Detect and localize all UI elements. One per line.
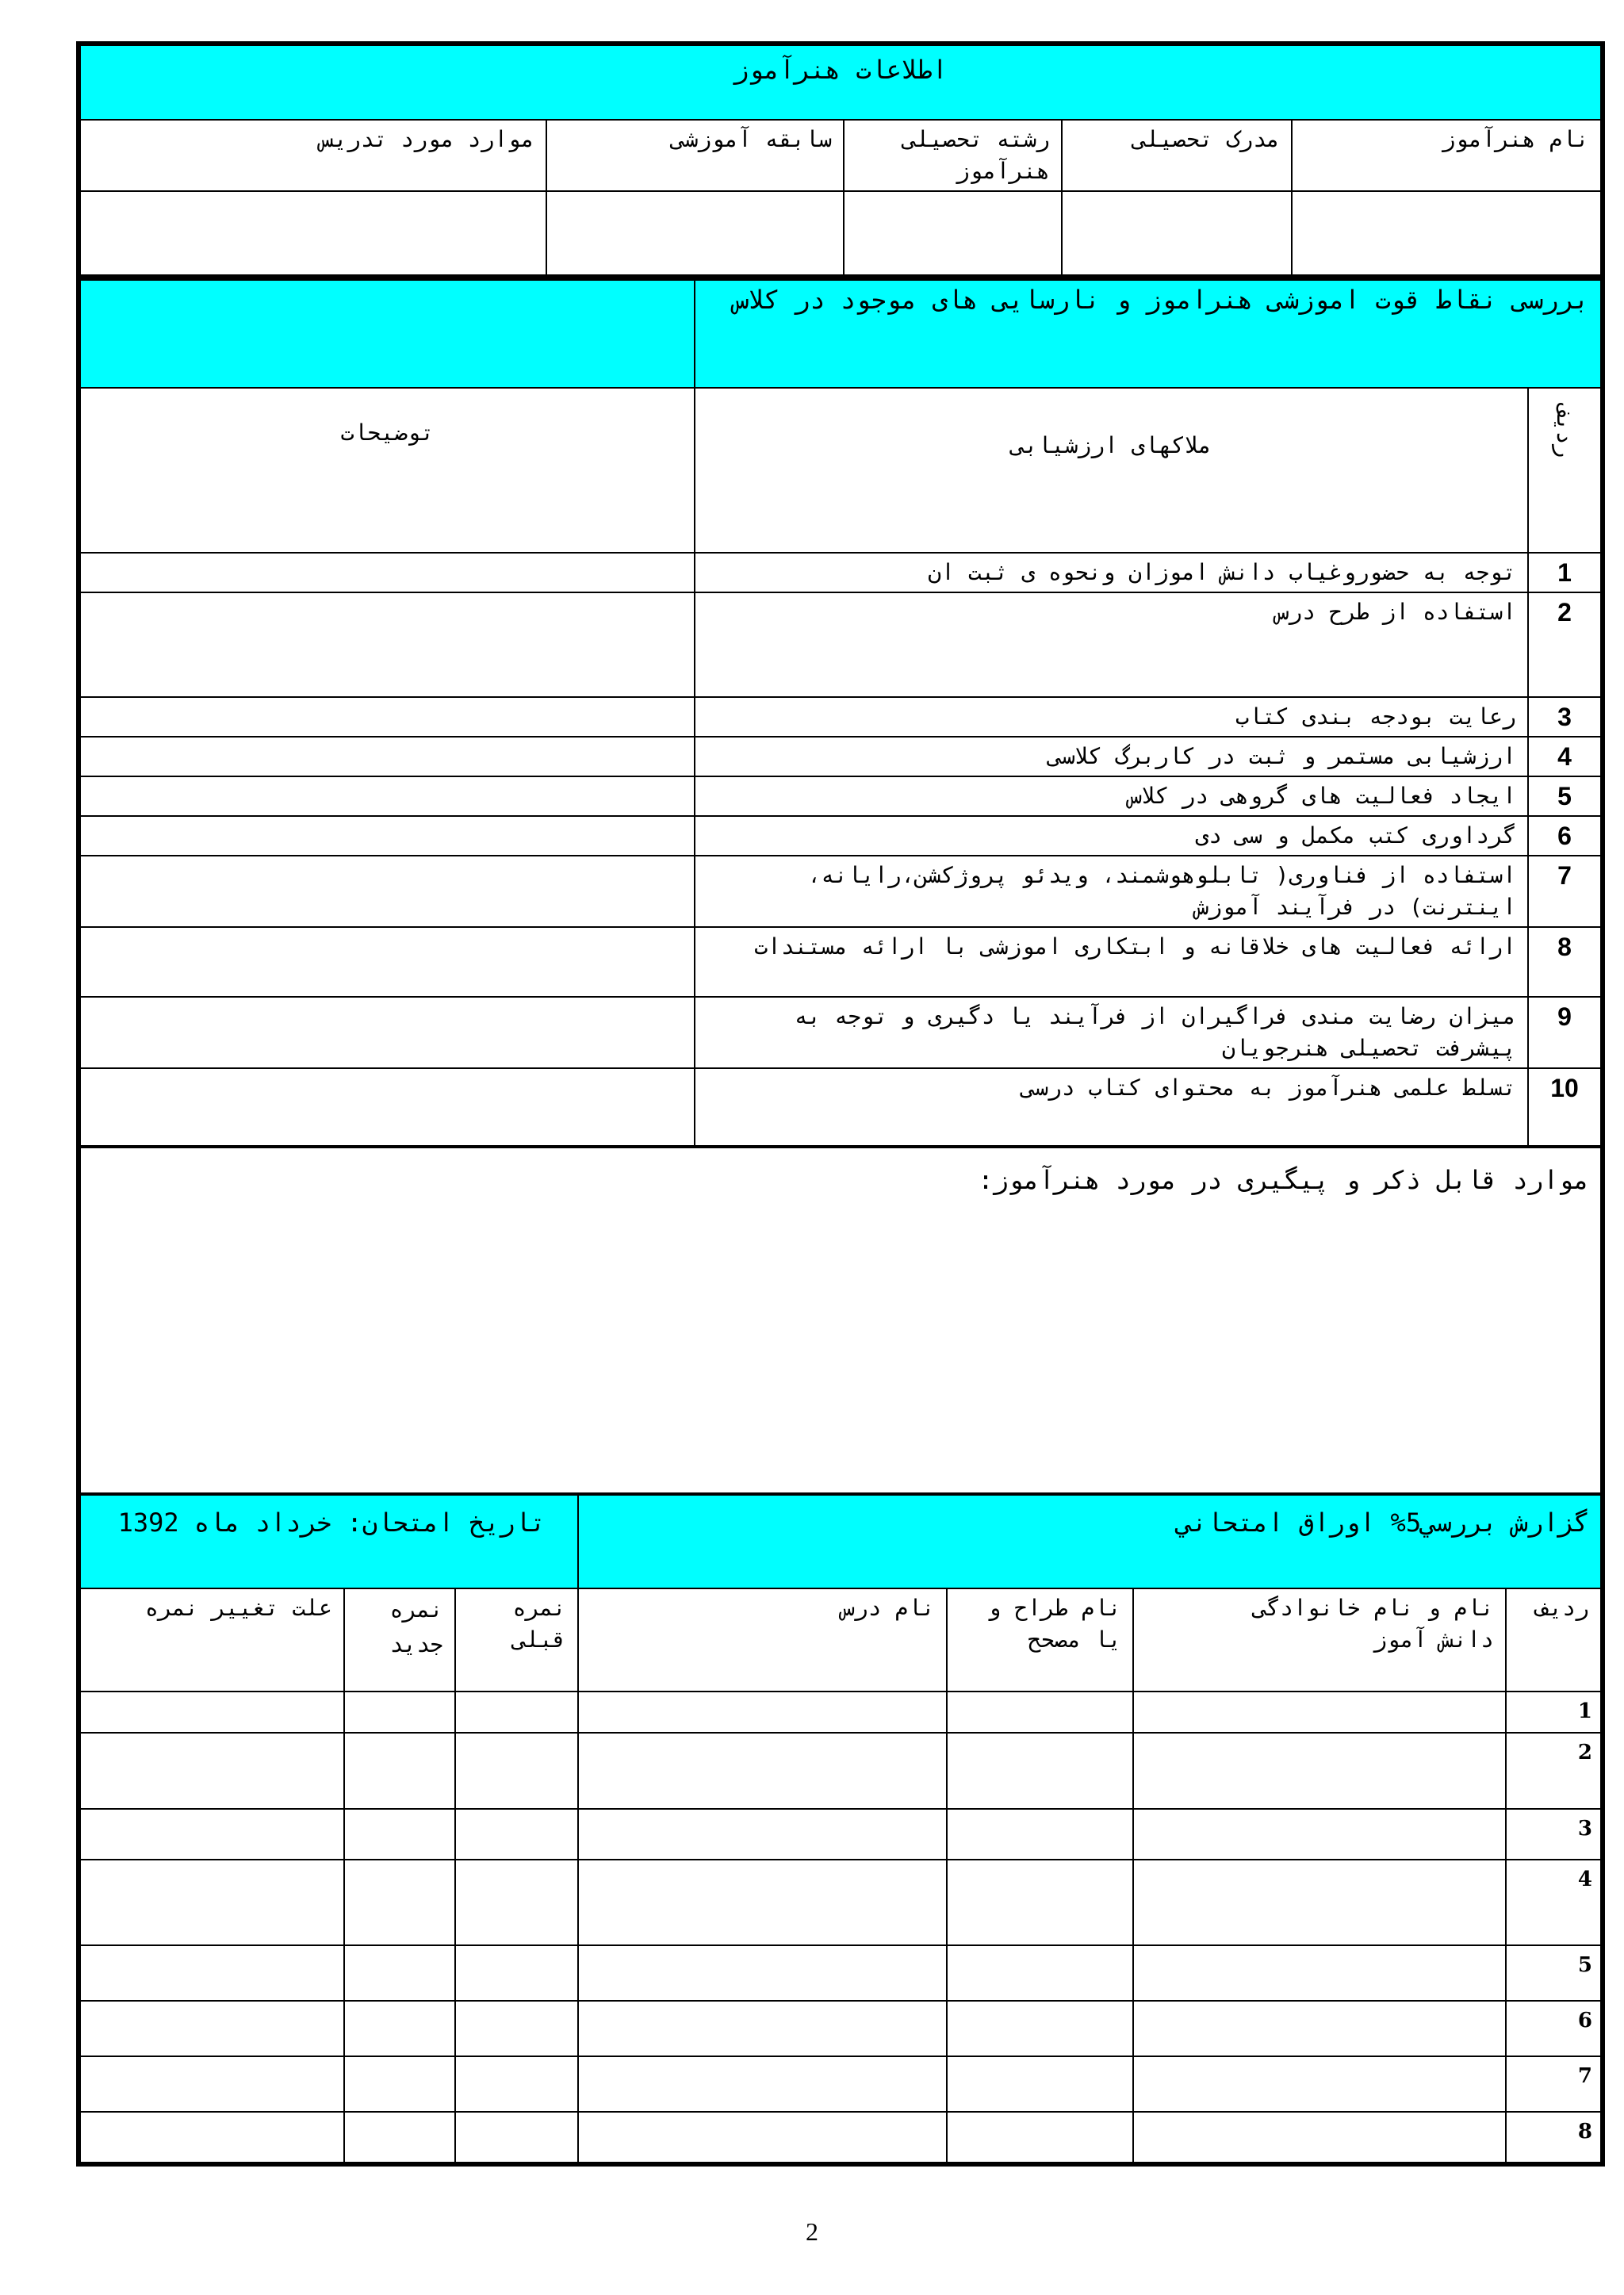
cell[interactable] xyxy=(455,1860,578,1945)
criteria-text: تسلط علمی هنرآموز به محتوای کتاب درسی xyxy=(695,1068,1528,1146)
row-number: 2 xyxy=(1528,592,1603,697)
row-number: 5 xyxy=(1506,1945,1603,2001)
cell[interactable] xyxy=(947,1860,1133,1945)
cell[interactable] xyxy=(578,1945,947,2001)
notes-cell[interactable] xyxy=(79,697,695,737)
table-row xyxy=(79,1692,1603,1733)
input-teacher-name[interactable] xyxy=(1292,191,1603,277)
cell[interactable] xyxy=(455,1692,578,1733)
cell[interactable] xyxy=(1133,1809,1506,1860)
row-number: 6 xyxy=(1528,816,1603,856)
cell[interactable] xyxy=(79,1945,344,2001)
cell[interactable] xyxy=(947,1945,1133,2001)
row-number: 4 xyxy=(1506,1860,1603,1945)
header-subjects: موارد مورد تدریس xyxy=(79,120,546,191)
cell[interactable] xyxy=(455,1945,578,2001)
notes-cell[interactable] xyxy=(79,816,695,856)
cell[interactable] xyxy=(947,1733,1133,1809)
followup-notes[interactable]: موارد قابل ذکر و پیگیری در مورد هنرآموز: xyxy=(79,1148,1603,1493)
page-number: 2 xyxy=(806,2217,818,2246)
table-row xyxy=(79,1809,1603,1860)
cell[interactable] xyxy=(79,2001,344,2056)
cell[interactable] xyxy=(947,1692,1133,1733)
col-row: ردیف xyxy=(1506,1588,1603,1692)
cell[interactable] xyxy=(1133,1945,1506,2001)
cell[interactable] xyxy=(344,1809,455,1860)
criteria-text: رعایت بودجه بندی کتاب xyxy=(695,697,1528,737)
notes-cell[interactable] xyxy=(79,927,695,997)
input-experience[interactable] xyxy=(546,191,844,277)
cell[interactable] xyxy=(1133,1692,1506,1733)
cell[interactable] xyxy=(344,1733,455,1809)
cell[interactable] xyxy=(578,2001,947,2056)
student-info-title: اطلاعات هنرآموز xyxy=(79,44,1603,120)
row-number: 4 xyxy=(1528,737,1603,776)
cell[interactable] xyxy=(578,2112,947,2164)
exam-report-table xyxy=(76,1494,1605,2167)
row-number: 1 xyxy=(1506,1692,1603,1733)
table-row xyxy=(79,1733,1603,1809)
cell[interactable] xyxy=(455,1809,578,1860)
cell[interactable] xyxy=(455,1733,578,1809)
cell[interactable] xyxy=(947,2056,1133,2112)
row-number: 7 xyxy=(1506,2056,1603,2112)
criteria-text: ارزشیابی مستمر و ثبت در کاربرگ کلاسی xyxy=(695,737,1528,776)
evaluation-title-blank xyxy=(79,280,695,388)
row-number: 6 xyxy=(1506,2001,1603,2056)
evaluation-title: بررسی نقاط قوت اموزشی هنراموز و نارسایی های موجود در کلاس xyxy=(695,280,1603,388)
col-student-name: نام و نام خانوادگی دانش آموز xyxy=(1133,1588,1506,1692)
cell[interactable] xyxy=(79,1809,344,1860)
cell[interactable] xyxy=(578,1860,947,1945)
evaluation-form xyxy=(76,41,1605,2167)
row-number: 5 xyxy=(1528,776,1603,816)
criteria-text: استفاده از طرح درس xyxy=(695,592,1528,697)
notes-cell[interactable] xyxy=(79,776,695,816)
cell[interactable] xyxy=(455,2112,578,2164)
cell[interactable] xyxy=(1133,1860,1506,1945)
cell[interactable] xyxy=(1133,2112,1506,2164)
col-new-grade: نمره جدید xyxy=(344,1588,455,1692)
row-number: 8 xyxy=(1506,2112,1603,2164)
col-row-header: ردیف xyxy=(1528,388,1603,553)
cell[interactable] xyxy=(79,1692,344,1733)
followup-table xyxy=(76,1147,1605,1494)
notes-cell[interactable] xyxy=(79,737,695,776)
cell[interactable] xyxy=(344,1692,455,1733)
cell[interactable] xyxy=(947,2001,1133,2056)
row-number: 9 xyxy=(1528,997,1603,1068)
col-previous-grade: نمره قبلی xyxy=(455,1588,578,1692)
cell[interactable] xyxy=(1133,1733,1506,1809)
input-field[interactable] xyxy=(844,191,1062,277)
notes-cell[interactable] xyxy=(79,856,695,927)
header-experience: سابقه آموزشی xyxy=(546,120,844,191)
criteria-text: ارائه فعالیت های خلاقانه و ابتکاری اموزشی با ارائه مستندات xyxy=(695,927,1528,997)
table-row xyxy=(79,1945,1603,2001)
header-field: رشته تحصیلی هنرآموز xyxy=(844,120,1062,191)
student-info-table xyxy=(76,41,1605,279)
cell[interactable] xyxy=(947,2112,1133,2164)
criteria-text: گرداوری کتب مکمل و سی دی xyxy=(695,816,1528,856)
notes-cell[interactable] xyxy=(79,553,695,592)
notes-cell[interactable] xyxy=(79,1068,695,1146)
col-subject: نام درس xyxy=(578,1588,947,1692)
row-number: 1 xyxy=(1528,553,1603,592)
cell[interactable] xyxy=(455,2056,578,2112)
col-change-reason: علت تغییر نمره xyxy=(79,1588,344,1692)
row-number: 7 xyxy=(1528,856,1603,927)
table-row xyxy=(79,2112,1603,2164)
cell[interactable] xyxy=(344,2112,455,2164)
header-teacher-name: نام هنرآموز xyxy=(1292,120,1603,191)
row-number: 10 xyxy=(1528,1068,1603,1146)
cell[interactable] xyxy=(1133,2001,1506,2056)
cell[interactable] xyxy=(578,2056,947,2112)
input-subjects[interactable] xyxy=(79,191,546,277)
criteria-text: ایجاد فعالیت های گروهی در کلاس xyxy=(695,776,1528,816)
col-criteria-header: ملاکهای ارزشیابی xyxy=(695,388,1528,553)
cell[interactable] xyxy=(578,1733,947,1809)
cell[interactable] xyxy=(344,2056,455,2112)
cell[interactable] xyxy=(344,1860,455,1945)
row-number: 3 xyxy=(1528,697,1603,737)
cell[interactable] xyxy=(578,1809,947,1860)
table-row xyxy=(79,2056,1603,2112)
criteria-text: توجه به حضوروغیاب دانش اموزان ونحوه ی ثبت ان xyxy=(695,553,1528,592)
col-notes-header: توضیحات xyxy=(79,388,695,553)
cell[interactable] xyxy=(1133,2056,1506,2112)
cell[interactable] xyxy=(79,1860,344,1945)
row-number: 2 xyxy=(1506,1733,1603,1809)
cell[interactable] xyxy=(79,2056,344,2112)
table-row xyxy=(79,1860,1603,1945)
cell[interactable] xyxy=(344,2001,455,2056)
table-row xyxy=(79,2001,1603,2056)
notes-cell[interactable] xyxy=(79,592,695,697)
exam-date: تاریخ امتحان: خرداد ماه 1392 xyxy=(79,1495,578,1588)
cell[interactable] xyxy=(79,1733,344,1809)
row-number: 8 xyxy=(1528,927,1603,997)
criteria-text: میزان رضایت مندی فراگیران از فرآیند یا دگیری و توجه به پیشرفت تحصیلی هنرجویان xyxy=(695,997,1528,1068)
cell[interactable] xyxy=(947,1809,1133,1860)
col-examiner: نام طراح و یا مصحح xyxy=(947,1588,1133,1692)
notes-cell[interactable] xyxy=(79,997,695,1068)
evaluation-table xyxy=(76,279,1605,1147)
cell[interactable] xyxy=(79,2112,344,2164)
cell[interactable] xyxy=(578,1692,947,1733)
criteria-text: استفاده از فناوری( تابلوهوشمند، ویدئو پروژکشن،رایانه، اینترنت) در فرآیند آموزش xyxy=(695,856,1528,927)
header-degree: مدرک تحصیلی xyxy=(1062,120,1292,191)
cell[interactable] xyxy=(344,1945,455,2001)
row-number: 3 xyxy=(1506,1809,1603,1860)
exam-report-title: گزارش بررسي5% اوراق امتحاني xyxy=(578,1495,1603,1588)
input-degree[interactable] xyxy=(1062,191,1292,277)
cell[interactable] xyxy=(455,2001,578,2056)
